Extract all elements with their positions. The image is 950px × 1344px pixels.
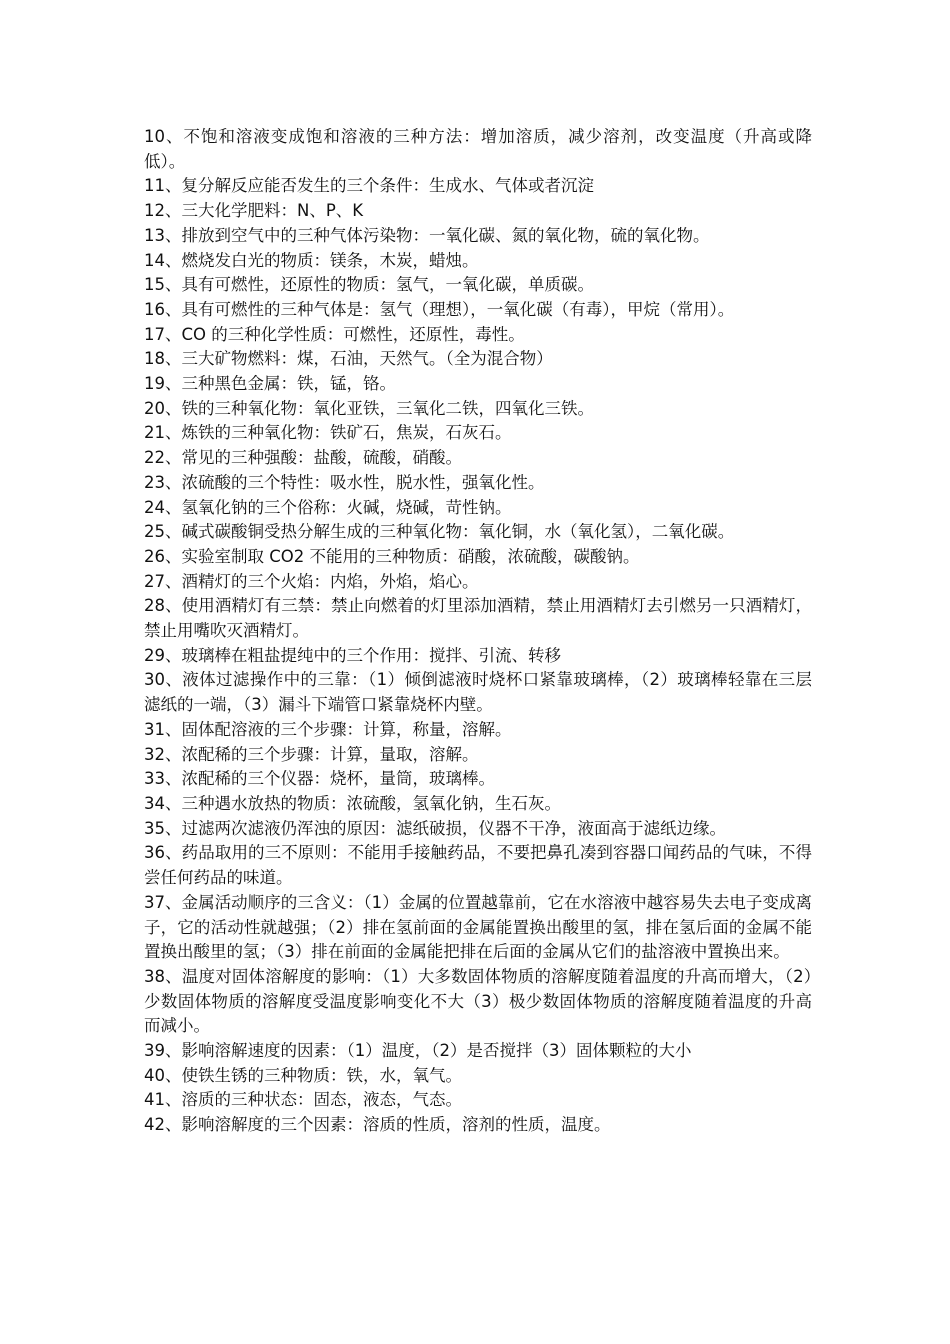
list-item: 40、使铁生锈的三种物质：铁，水，氧气。: [144, 1065, 462, 1085]
list-item: 27、酒精灯的三个火焰：内焰，外焰，焰心。: [144, 571, 479, 591]
list-item: 22、常见的三种强酸：盐酸，硫酸，硝酸。: [144, 448, 462, 468]
list-item: 23、浓硫酸的三个特性：吸水性，脱水性，强氧化性。: [144, 472, 545, 492]
list-item: 12、三大化学肥料：N、P、K: [144, 201, 364, 221]
list-item: 17、CO 的三种化学性质：可燃性，还原性，毒性。: [144, 324, 525, 344]
list-item: 29、玻璃棒在粗盐提纯中的三个作用：搅拌、引流、转移: [144, 645, 561, 665]
list-item: 37、金属活动顺序的三含义：（1）金属的位置越靠前，它在水溶液中越容易失去电子变成离子，它的活动性就越强；（2）排在氢前面的金属能置换出酸里的氢，排在氢后面的金属不能置换出酸里的氢；（3）排在前面的金属能把排在后面的金属从它们的盐溶液中置换出来。: [144, 892, 812, 962]
list-item: 33、浓配稀的三个仪器：烧杯，量筒，玻璃棒。: [144, 769, 495, 789]
list-item: 28、使用酒精灯有三禁：禁止向燃着的灯里添加酒精，禁止用酒精灯去引燃另一只酒精灯，禁止用嘴吹灭酒精灯。: [144, 596, 812, 641]
list-item: 21、炼铁的三种氧化物：铁矿石，焦炭，石灰石。: [144, 423, 512, 443]
list-item: 14、燃烧发白光的物质：镁条，木炭，蜡烛。: [144, 250, 479, 270]
list-item: 10、不饱和溶液变成饱和溶液的三种方法：增加溶质，减少溶剂，改变温度（升高或降低）。: [144, 127, 812, 171]
list-item: 11、复分解反应能否发生的三个条件：生成水、气体或者沉淀: [144, 176, 594, 196]
list-item: 24、氢氧化钠的三个俗称：火碱，烧碱，苛性钠。: [144, 497, 512, 517]
list-item: 36、药品取用的三不原则：不能用手接触药品，不要把鼻孔凑到容器口闻药品的气味，不得尝任何药品的味道。: [144, 843, 812, 888]
list-item: 30、液体过滤操作中的三靠：（1）倾倒滤液时烧杯口紧靠玻璃棒，（2）玻璃棒轻靠在三层滤纸的一端，（3）漏斗下端管口紧靠烧杯内壁。: [144, 670, 812, 715]
list-item: 38、温度对固体溶解度的影响：（1）大多数固体物质的溶解度随着温度的升高而增大，（2）少数固体物质的溶解度受温度影响变化不大（3）极少数固体物质的溶解度随着温度的升高而减小。: [144, 966, 812, 1036]
list-item: 41、溶质的三种状态：固态，液态，气态。: [144, 1090, 462, 1110]
list-item: 32、浓配稀的三个步骤：计算，量取，溶解。: [144, 744, 479, 764]
list-item: 42、影响溶解度的三个因素：溶质的性质，溶剂的性质，温度。: [144, 1115, 611, 1135]
list-item: 26、实验室制取 CO2 不能用的三种物质：硝酸，浓硫酸，碳酸钠。: [144, 546, 640, 566]
list-item: 20、铁的三种氧化物：氧化亚铁，三氧化二铁，四氧化三铁。: [144, 398, 594, 418]
list-item: 34、三种遇水放热的物质：浓硫酸，氢氧化钠，生石灰。: [144, 793, 561, 813]
list-item: 35、过滤两次滤液仍浑浊的原因：滤纸破损，仪器不干净，液面高于滤纸边缘。: [144, 818, 726, 838]
list-item: 25、碱式碳酸铜受热分解生成的三种氧化物：氧化铜，水（氧化氢），二氧化碳。: [144, 522, 735, 542]
document-body: [144, 125, 812, 1138]
list-item: 19、三种黑色金属：铁，锰，铬。: [144, 374, 396, 394]
list-item: 39、影响溶解速度的因素：（1）温度，（2）是否搅拌（3）固体颗粒的大小: [144, 1041, 692, 1061]
list-item: 16、具有可燃性的三种气体是：氢气（理想），一氧化碳（有毒），甲烷（常用）。: [144, 299, 735, 319]
list-item: 31、固体配溶液的三个步骤：计算，称量，溶解。: [144, 719, 512, 739]
list-item: 13、排放到空气中的三种气体污染物：一氧化碳、氮的氧化物，硫的氧化物。: [144, 225, 710, 245]
list-item: 18、三大矿物燃料：煤，石油，天然气。（全为混合物）: [144, 349, 553, 369]
list-item: 15、具有可燃性，还原性的物质：氢气，一氧化碳，单质碳。: [144, 275, 594, 295]
